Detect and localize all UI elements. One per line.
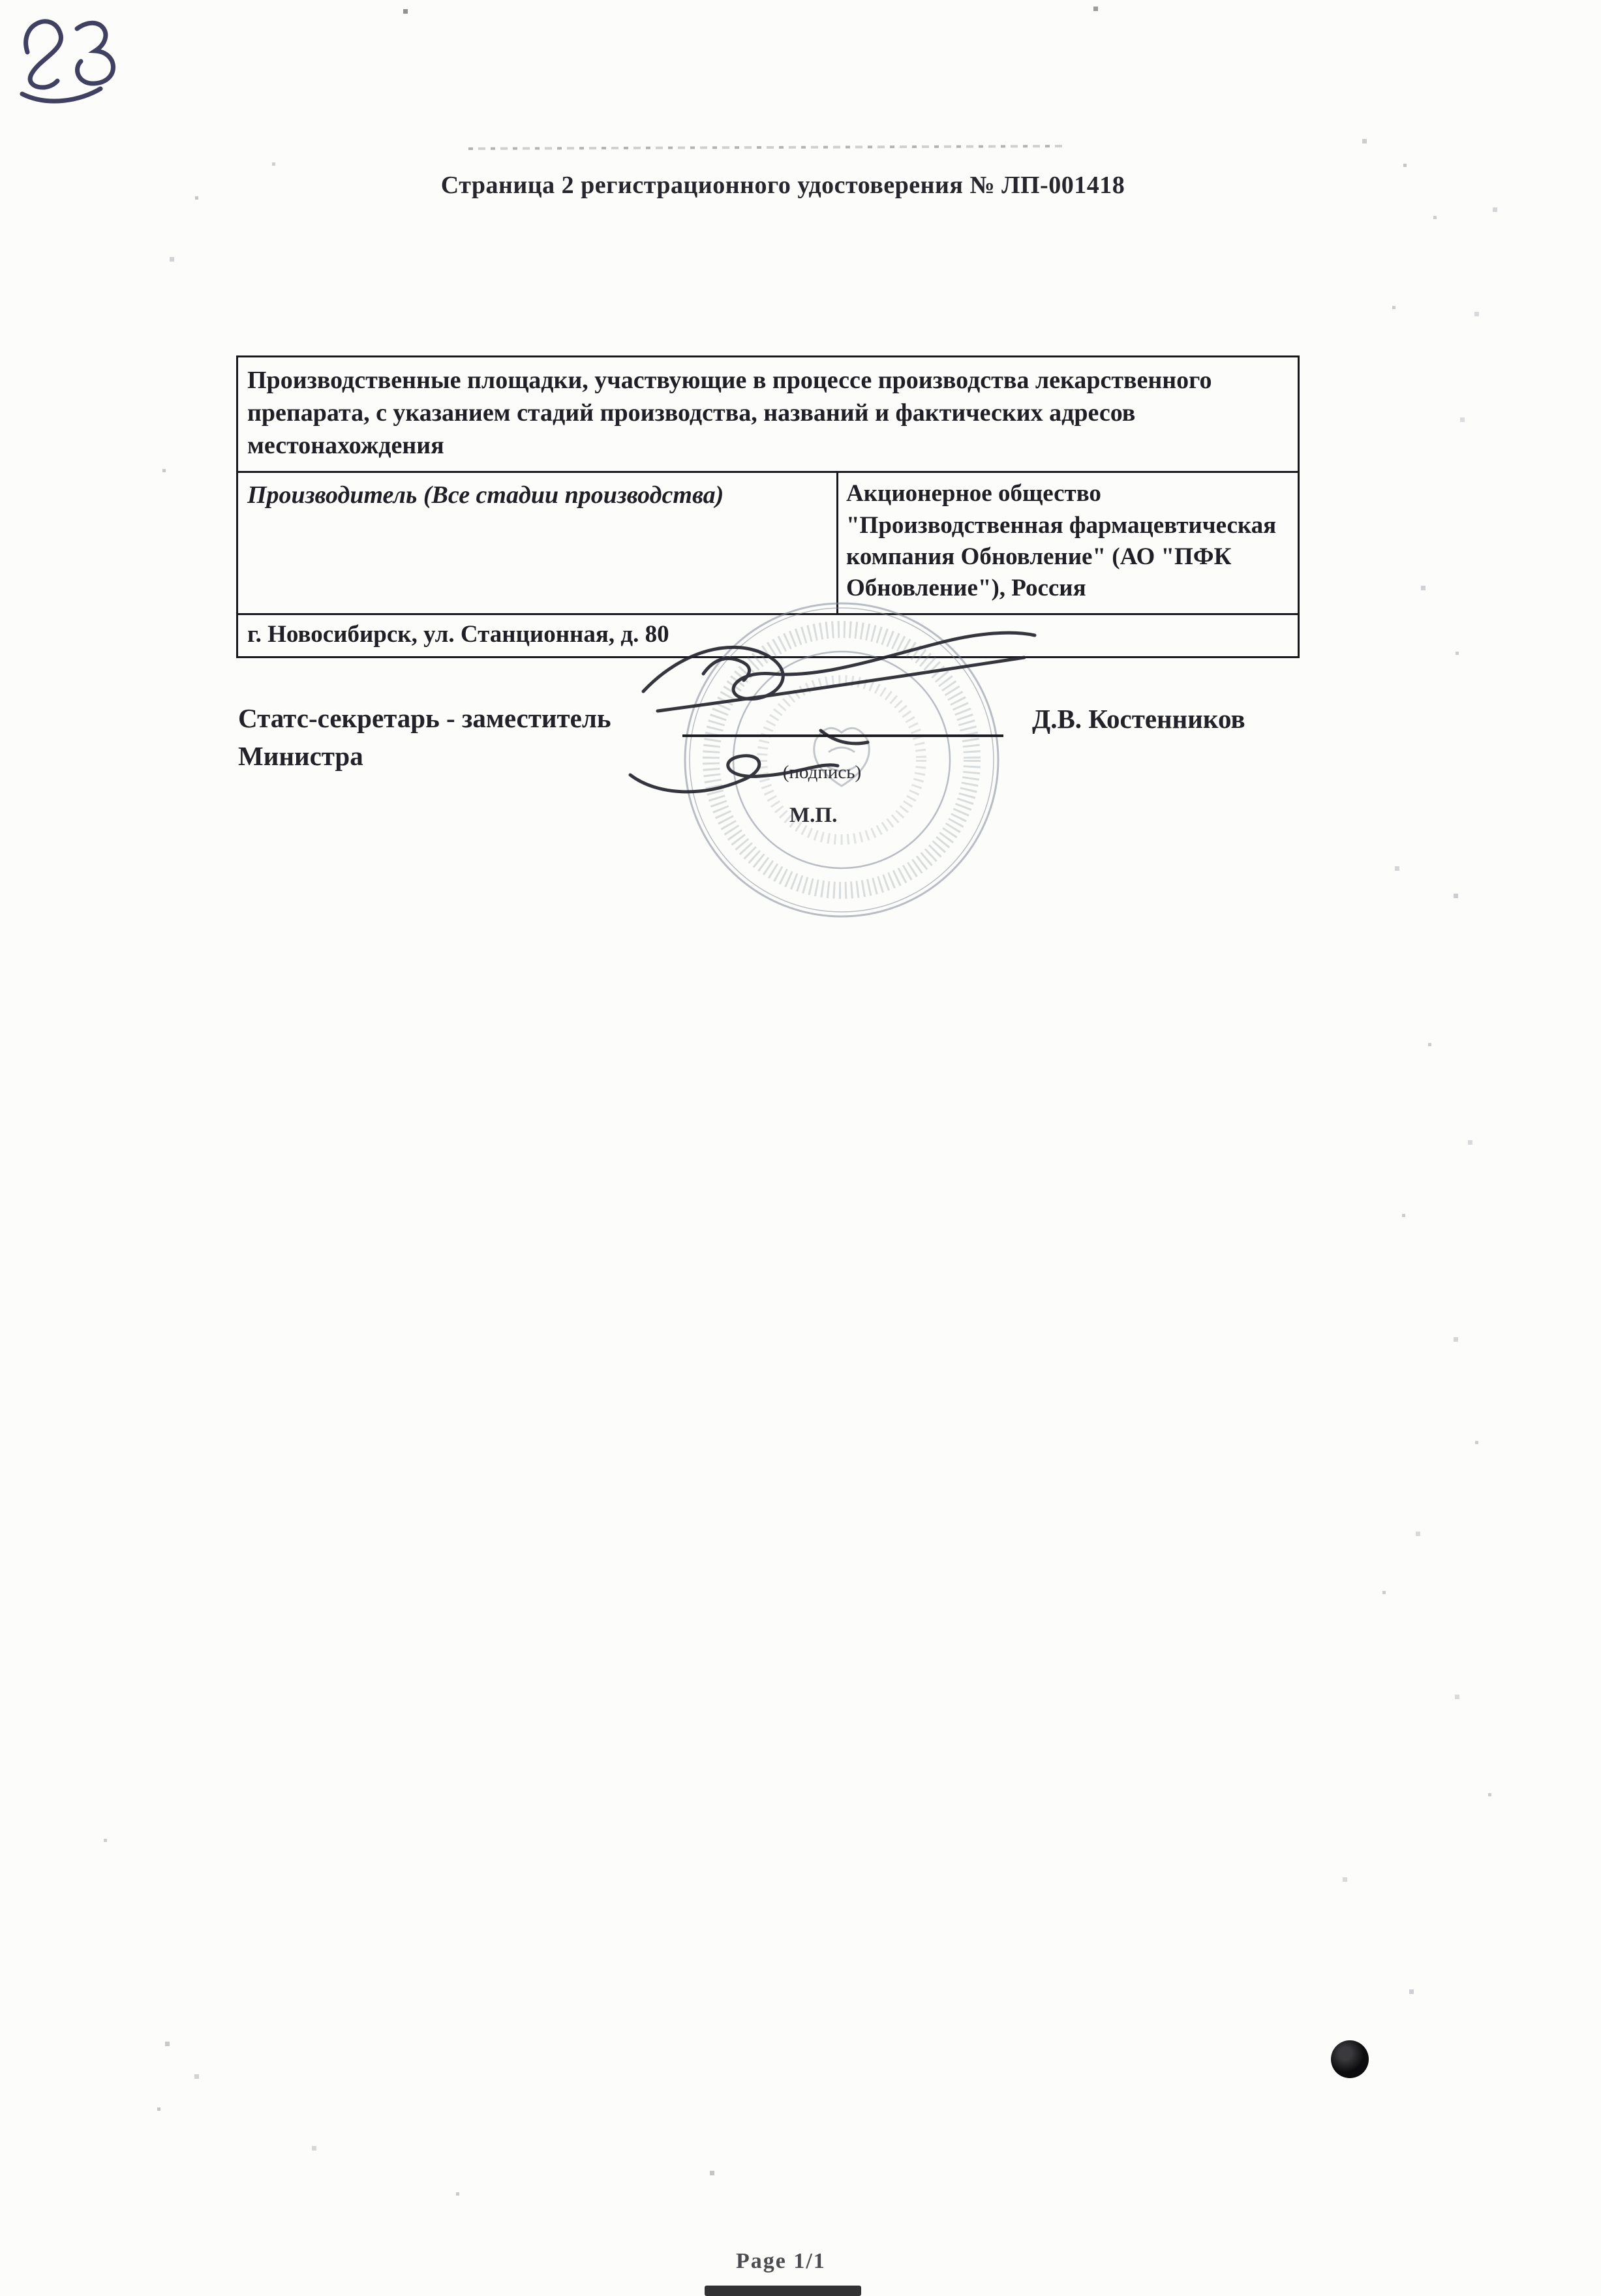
signature-ink	[605, 612, 1056, 814]
signature-caption: (подпись)	[782, 762, 862, 783]
signer-name: Д.В. Костенников	[1032, 704, 1245, 734]
handwritten-mark	[9, 9, 205, 159]
signer-title	[238, 699, 611, 775]
page-footer: Page 1/1	[736, 2249, 826, 2273]
scan-noise-line	[468, 145, 1062, 150]
signature-line	[682, 734, 1003, 737]
producer-address-cell: г. Новосибирск, ул. Станционная, д. 80	[237, 614, 1299, 657]
scan-noise-speckles	[0, 0, 2, 2]
producer-label-cell: Производитель (Все стадии производства)	[237, 472, 838, 614]
table-header-cell: Производственные площадки, участвующие в процессе производства лекарственного препарата, с указанием стадий производства, названий и фактических адресов местонахождения	[237, 357, 1299, 472]
seal-place-mark: М.П.	[789, 804, 838, 827]
scan-smudge	[705, 2286, 861, 2296]
producer-value-cell: Акционерное общество "Производственная фармацевтическая компания Обновление" (АО "ПФК Обновление"), Россия	[838, 472, 1299, 614]
ink-dot	[1331, 2040, 1369, 2078]
signer-title-line2: Министра	[238, 741, 363, 772]
signer-title-line1: Статс-секретарь - заместитель	[238, 703, 611, 733]
page-header: Страница 2 регистрационного удостоверения № ЛП-001418	[440, 172, 1125, 199]
